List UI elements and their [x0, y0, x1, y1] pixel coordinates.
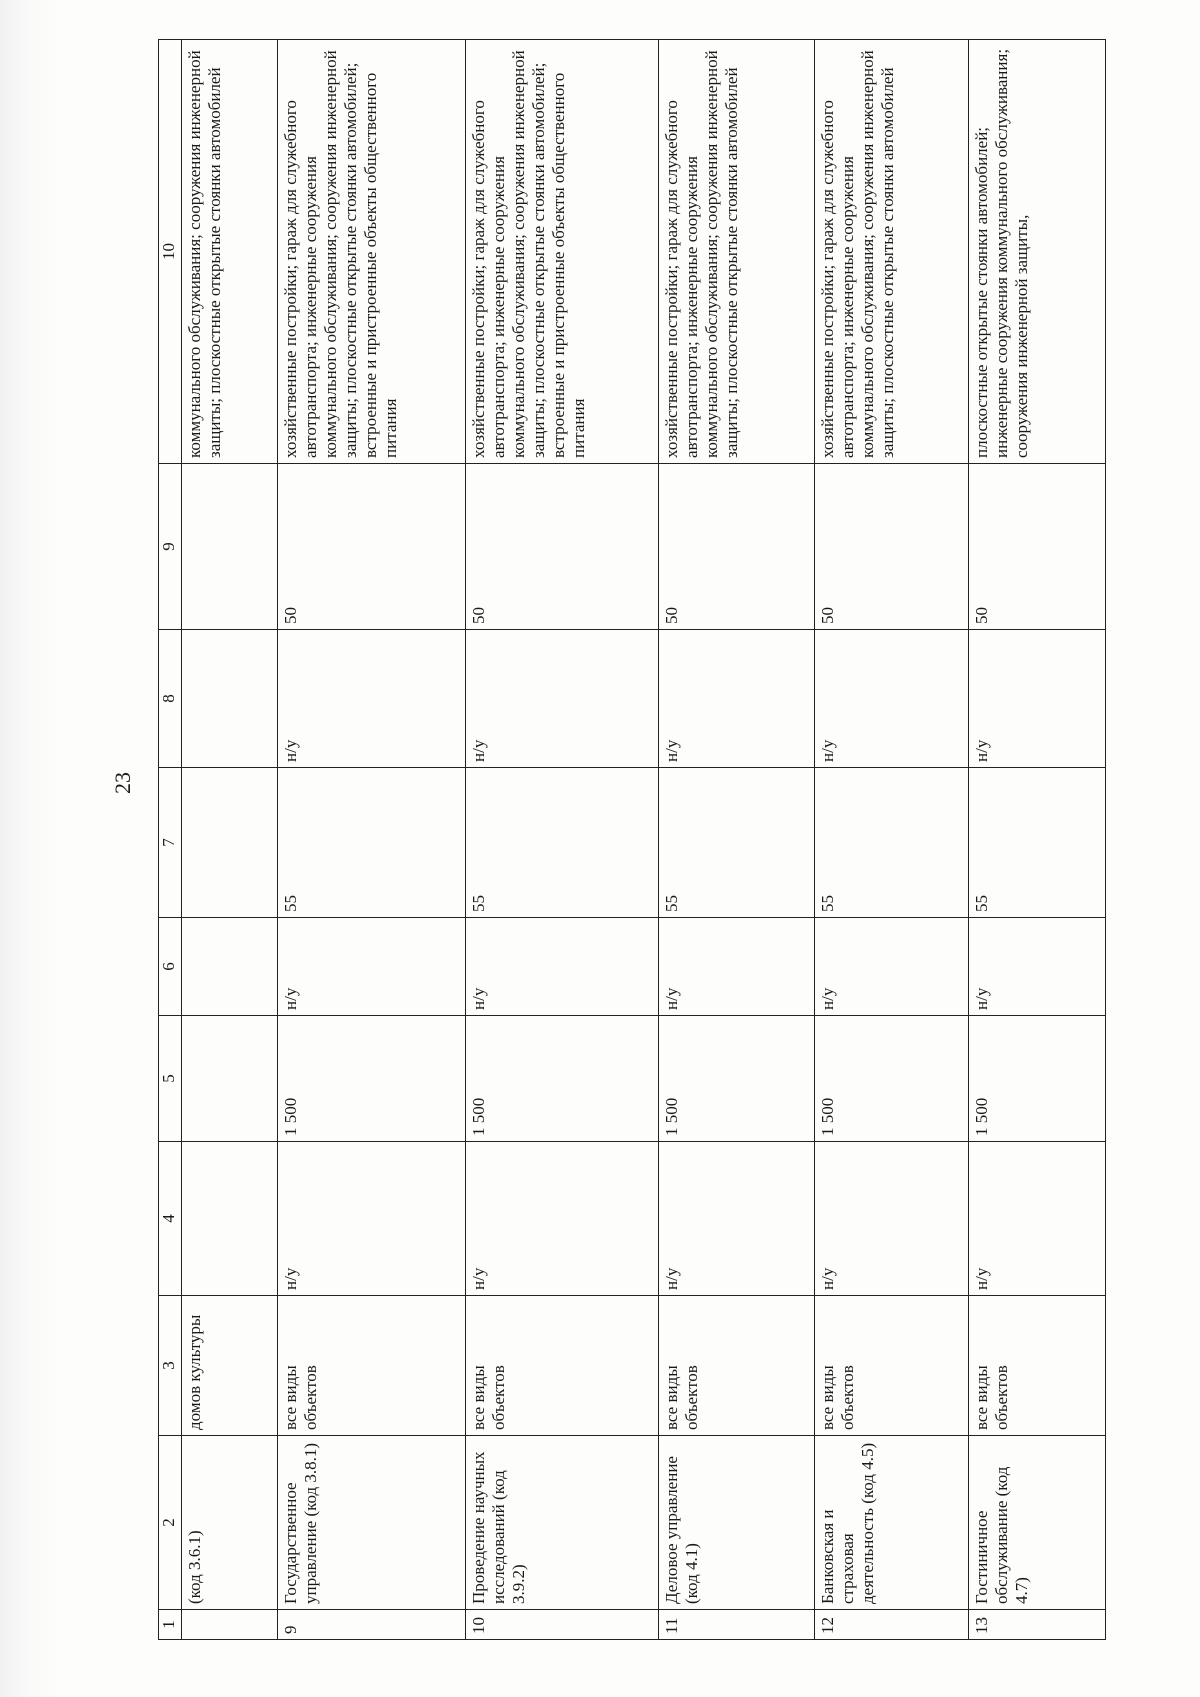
- land-use-type: Государственное управление (код 3.8.1): [278, 1436, 466, 1610]
- cell-col9: [182, 464, 278, 630]
- column-header-5: 5: [159, 1016, 182, 1142]
- object-kind: домов культуры: [182, 1296, 278, 1436]
- object-kind: все виды объектов: [969, 1296, 1106, 1436]
- cell-col8: [182, 630, 278, 768]
- land-use-type: Деловое управление (код 4.1): [659, 1436, 815, 1610]
- cell-col5: 1 500: [969, 1016, 1106, 1142]
- column-header-9: 9: [159, 464, 182, 630]
- column-header-4: 4: [159, 1142, 182, 1296]
- cell-col9: 50: [659, 464, 815, 630]
- land-use-type: Проведение научных исследований (код 3.9.2): [466, 1436, 659, 1610]
- table-row: [182, 40, 278, 1640]
- cell-col5: 1 500: [466, 1016, 659, 1142]
- cell-col4: н/у: [969, 1142, 1106, 1296]
- cell-col7: 55: [659, 768, 815, 918]
- column-header-1: 1: [159, 1610, 182, 1640]
- row-number: 10: [466, 1610, 659, 1640]
- auxiliary-uses: хозяйственные постройки; гараж для служебного автотранспорта; инженерные сооружения коммунального обслуживания; сооружения инженерной защиты; плоскостные открытые стоянки автомобилей: [815, 40, 969, 464]
- regulations-table: [158, 39, 1106, 1640]
- cell-col4: н/у: [278, 1142, 466, 1296]
- cell-col9: 50: [969, 464, 1106, 630]
- cell-col4: н/у: [659, 1142, 815, 1296]
- row-number: 9: [278, 1610, 466, 1640]
- table-row: [659, 40, 815, 1640]
- cell-col8: н/у: [278, 630, 466, 768]
- object-kind: все виды объектов: [659, 1296, 815, 1436]
- scan-edge-shadow: [0, 0, 60, 1697]
- table-row: [466, 40, 659, 1640]
- cell-col8: н/у: [659, 630, 815, 768]
- cell-col9: 50: [278, 464, 466, 630]
- column-header-10: 10: [159, 40, 182, 464]
- cell-col6: н/у: [659, 918, 815, 1016]
- cell-col9: 50: [815, 464, 969, 630]
- column-header-7: 7: [159, 768, 182, 918]
- land-use-type: (код 3.6.1): [182, 1436, 278, 1610]
- auxiliary-uses: хозяйственные постройки; гараж для служебного автотранспорта; инженерные сооружения коммунального обслуживания; сооружения инженерной защиты; плоскостные открытые стоянки автомобилей; встроенные и пристроенные объекты общественного питания: [278, 40, 466, 464]
- cell-col8: н/у: [815, 630, 969, 768]
- auxiliary-uses: хозяйственные постройки; гараж для служебного автотранспорта; инженерные сооружения коммунального обслуживания; сооружения инженерной защиты; плоскостные открытые стоянки автомобилей; встроенные и пристроенные объекты общественного питания: [466, 40, 659, 464]
- cell-col6: н/у: [815, 918, 969, 1016]
- row-number: 11: [659, 1610, 815, 1640]
- cell-col5: 1 500: [659, 1016, 815, 1142]
- object-kind: все виды объектов: [815, 1296, 969, 1436]
- table-row: [815, 40, 969, 1640]
- object-kind: все виды объектов: [278, 1296, 466, 1436]
- page-number: 23: [110, 772, 135, 794]
- cell-col4: н/у: [466, 1142, 659, 1296]
- cell-col8: н/у: [466, 630, 659, 768]
- cell-col6: н/у: [969, 918, 1106, 1016]
- auxiliary-uses: плоскостные открытые стоянки автомобилей; инженерные сооружения коммунального обслуживания; сооружения инженерной защиты,: [969, 40, 1106, 464]
- auxiliary-uses: коммунального обслуживания; сооружения инженерной защиты; плоскостные открытые стоянки автомобилей: [182, 40, 278, 464]
- cell-col8: н/у: [969, 630, 1106, 768]
- row-number: 13: [969, 1610, 1106, 1640]
- land-use-type: Гостиничное обслуживание (код 4.7): [969, 1436, 1106, 1610]
- row-number: 12: [815, 1610, 969, 1640]
- column-header-8: 8: [159, 630, 182, 768]
- cell-col6: н/у: [278, 918, 466, 1016]
- auxiliary-uses: хозяйственные постройки; гараж для служебного автотранспорта; инженерные сооружения коммунального обслуживания; сооружения инженерной защиты; плоскостные открытые стоянки автомобилей: [659, 40, 815, 464]
- header-row: [159, 40, 182, 1640]
- cell-col7: 55: [815, 768, 969, 918]
- cell-col5: [182, 1016, 278, 1142]
- cell-col6: н/у: [466, 918, 659, 1016]
- table-row: [278, 40, 466, 1640]
- cell-col7: [182, 768, 278, 918]
- object-kind: все виды объектов: [466, 1296, 659, 1436]
- column-header-2: 2: [159, 1436, 182, 1610]
- cell-col4: н/у: [815, 1142, 969, 1296]
- cell-col7: 55: [278, 768, 466, 918]
- column-header-3: 3: [159, 1296, 182, 1436]
- cell-col9: 50: [466, 464, 659, 630]
- cell-col5: 1 500: [815, 1016, 969, 1142]
- cell-col7: 55: [466, 768, 659, 918]
- column-header-6: 6: [159, 918, 182, 1016]
- row-number: [182, 1610, 278, 1640]
- cell-col4: [182, 1142, 278, 1296]
- table-row: [969, 40, 1106, 1640]
- land-use-type: Банковская и страховая деятельность (код 4.5): [815, 1436, 969, 1610]
- regulations-table-wrapper: [158, 40, 1106, 1640]
- cell-col6: [182, 918, 278, 1016]
- cell-col7: 55: [969, 768, 1106, 918]
- cell-col5: 1 500: [278, 1016, 466, 1142]
